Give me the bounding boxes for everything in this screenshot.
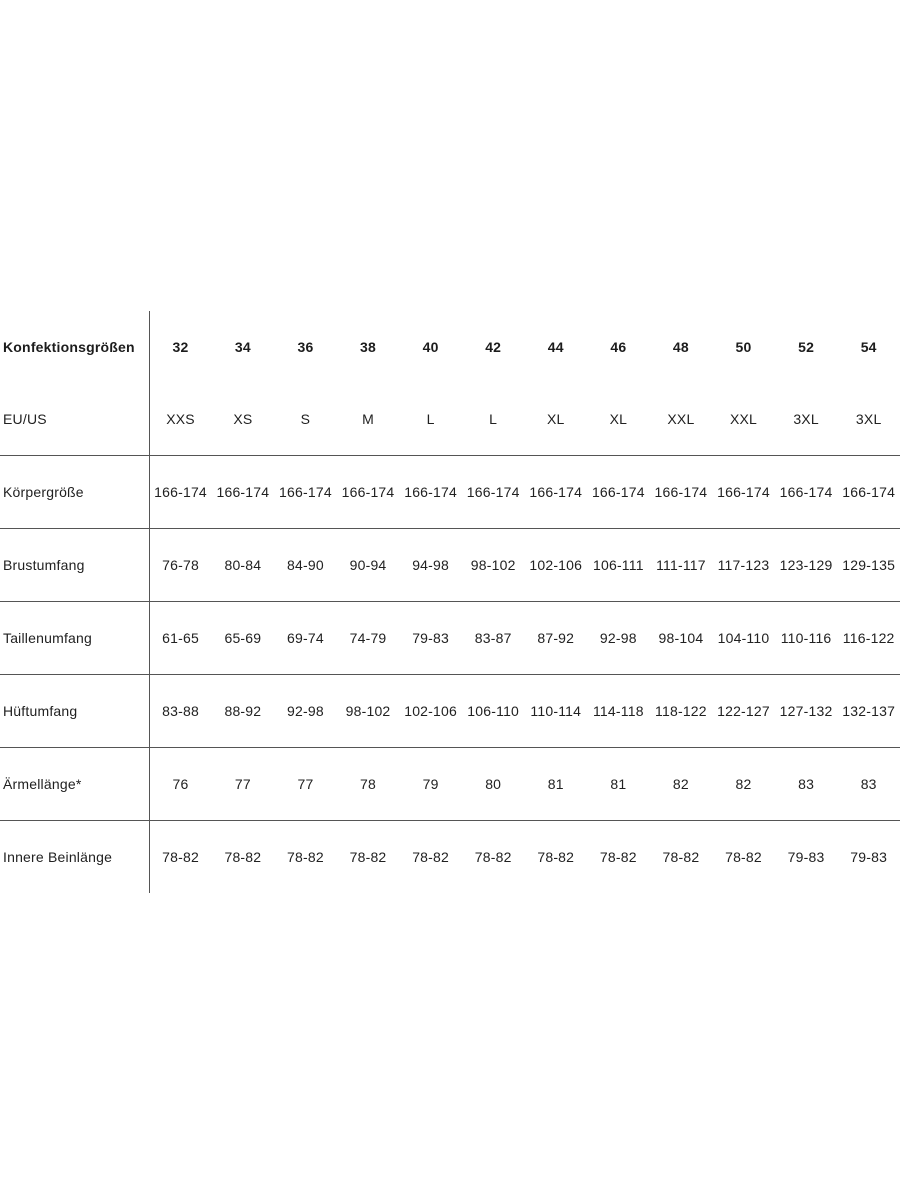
size-column-header: 44 <box>547 339 564 355</box>
size-column-header: 36 <box>297 339 314 355</box>
size-value-cell: 81 <box>524 748 587 821</box>
row-label: Innere Beinlänge <box>0 821 149 894</box>
size-value-cell: 92-98 <box>274 675 337 748</box>
size-value-cell: XXS <box>149 383 212 456</box>
table-row <box>0 456 900 529</box>
size-value-cell: 74-79 <box>337 602 400 675</box>
size-value-cell: 102-106 <box>524 529 587 602</box>
size-value-cell: 83-88 <box>149 675 212 748</box>
size-value-cell: 84-90 <box>274 529 337 602</box>
size-value-cell: 122-127 <box>712 675 775 748</box>
size-value-cell: 78-82 <box>412 849 449 865</box>
size-column-header: 42 <box>485 339 502 355</box>
size-value-cell: 98-104 <box>650 602 713 675</box>
size-value-cell: 98-102 <box>462 529 525 602</box>
size-value-cell: 76-78 <box>149 529 212 602</box>
size-value-cell: 83 <box>775 748 838 821</box>
size-value-cell: 102-106 <box>399 675 462 748</box>
size-value-cell: 132-137 <box>837 675 900 748</box>
size-value-cell: 79-83 <box>850 849 888 865</box>
size-value-cell: 80-84 <box>212 529 275 602</box>
size-value-cell: 110-116 <box>775 602 838 675</box>
size-value-cell: 79 <box>399 748 462 821</box>
size-value-cell: 78 <box>337 748 400 821</box>
size-value-cell: 69-74 <box>274 602 337 675</box>
size-value-cell: 82 <box>712 748 775 821</box>
size-value-cell: 118-122 <box>650 675 713 748</box>
size-value-cell: 78-82 <box>474 849 512 865</box>
size-value-cell: 3XL <box>775 383 838 456</box>
row-label: Ärmellänge* <box>0 748 149 821</box>
size-value-cell: 166-174 <box>462 456 525 529</box>
size-value-cell: 166-174 <box>712 456 775 529</box>
row-label: Körpergröße <box>0 456 149 529</box>
size-column-header: 32 <box>172 339 189 355</box>
table-row <box>0 529 900 602</box>
size-value-cell: 78-82 <box>349 849 387 865</box>
size-value-cell: 123-129 <box>775 529 838 602</box>
size-value-cell: XXL <box>650 383 713 456</box>
size-value-cell: 166-174 <box>587 456 650 529</box>
size-value-cell: 166-174 <box>212 456 275 529</box>
size-value-cell: 166-174 <box>524 456 587 529</box>
size-value-cell: 94-98 <box>399 529 462 602</box>
size-value-cell: 79-83 <box>399 602 462 675</box>
size-value-cell: 78-82 <box>537 849 575 865</box>
size-value-cell: 87-92 <box>524 602 587 675</box>
size-column-header: 40 <box>422 339 439 355</box>
size-value-cell: 77 <box>212 748 275 821</box>
table-row <box>0 748 900 821</box>
size-value-cell: 92-98 <box>587 602 650 675</box>
size-value-cell: XXL <box>712 383 775 456</box>
size-value-cell: 78-82 <box>662 849 700 865</box>
row-label: Taillenumfang <box>0 602 149 675</box>
size-value-cell: L <box>462 383 525 456</box>
size-value-cell: 79-83 <box>787 849 825 865</box>
size-value-cell: 166-174 <box>149 456 212 529</box>
header-row <box>0 311 900 383</box>
size-value-cell: 81 <box>587 748 650 821</box>
size-value-cell: 129-135 <box>837 529 900 602</box>
size-value-cell: 78-82 <box>287 849 324 865</box>
size-value-cell: 78-82 <box>224 849 262 865</box>
size-value-cell: 106-111 <box>587 529 650 602</box>
size-chart-body <box>0 383 900 893</box>
size-value-cell: 166-174 <box>837 456 900 529</box>
table-row <box>0 602 900 675</box>
size-value-cell: 166-174 <box>650 456 713 529</box>
size-chart-table <box>0 311 900 893</box>
table-row <box>0 675 900 748</box>
size-value-cell: 83 <box>837 748 900 821</box>
size-value-cell: 117-123 <box>712 529 775 602</box>
table-row <box>0 821 900 894</box>
size-column-header: 46 <box>610 339 627 355</box>
size-value-cell: 90-94 <box>337 529 400 602</box>
size-value-cell: 83-87 <box>462 602 525 675</box>
size-value-cell: 166-174 <box>274 456 337 529</box>
size-value-cell: 166-174 <box>337 456 400 529</box>
size-chart-section <box>0 311 900 893</box>
size-value-cell: 166-174 <box>399 456 462 529</box>
size-value-cell: 111-117 <box>650 529 713 602</box>
size-value-cell: 110-114 <box>524 675 587 748</box>
size-value-cell: 65-69 <box>212 602 275 675</box>
row-label: Brustumfang <box>0 529 149 602</box>
size-column-header: 38 <box>360 339 377 355</box>
size-column-header: 52 <box>798 339 815 355</box>
table-row <box>0 383 900 456</box>
size-value-cell: 78-82 <box>162 849 199 865</box>
row-label: EU/US <box>0 383 149 456</box>
size-column-header: 50 <box>735 339 752 355</box>
size-value-cell: XL <box>524 383 587 456</box>
size-value-cell: L <box>399 383 462 456</box>
row-label: Hüftumfang <box>0 675 149 748</box>
size-column-header: 34 <box>234 339 251 355</box>
size-value-cell: 114-118 <box>587 675 650 748</box>
size-value-cell: 166-174 <box>775 456 838 529</box>
size-value-cell: 76 <box>149 748 212 821</box>
size-column-header: 48 <box>672 339 689 355</box>
size-value-cell: 61-65 <box>149 602 212 675</box>
size-value-cell: 80 <box>462 748 525 821</box>
size-value-cell: 78-82 <box>599 849 637 865</box>
size-value-cell: 88-92 <box>212 675 275 748</box>
size-value-cell: 127-132 <box>775 675 838 748</box>
size-value-cell: 98-102 <box>337 675 400 748</box>
size-value-cell: 104-110 <box>712 602 775 675</box>
header-label: Konfektionsgrößen <box>0 311 149 383</box>
size-chart-head <box>0 311 900 383</box>
size-value-cell: S <box>274 383 337 456</box>
size-column-header: 54 <box>860 339 877 355</box>
size-value-cell: 116-122 <box>837 602 900 675</box>
size-value-cell: M <box>337 383 400 456</box>
size-value-cell: 3XL <box>837 383 900 456</box>
size-value-cell: 77 <box>274 748 337 821</box>
size-value-cell: 78-82 <box>725 849 762 865</box>
size-value-cell: 82 <box>650 748 713 821</box>
size-value-cell: 106-110 <box>462 675 525 748</box>
size-value-cell: XS <box>212 383 275 456</box>
size-value-cell: XL <box>587 383 650 456</box>
